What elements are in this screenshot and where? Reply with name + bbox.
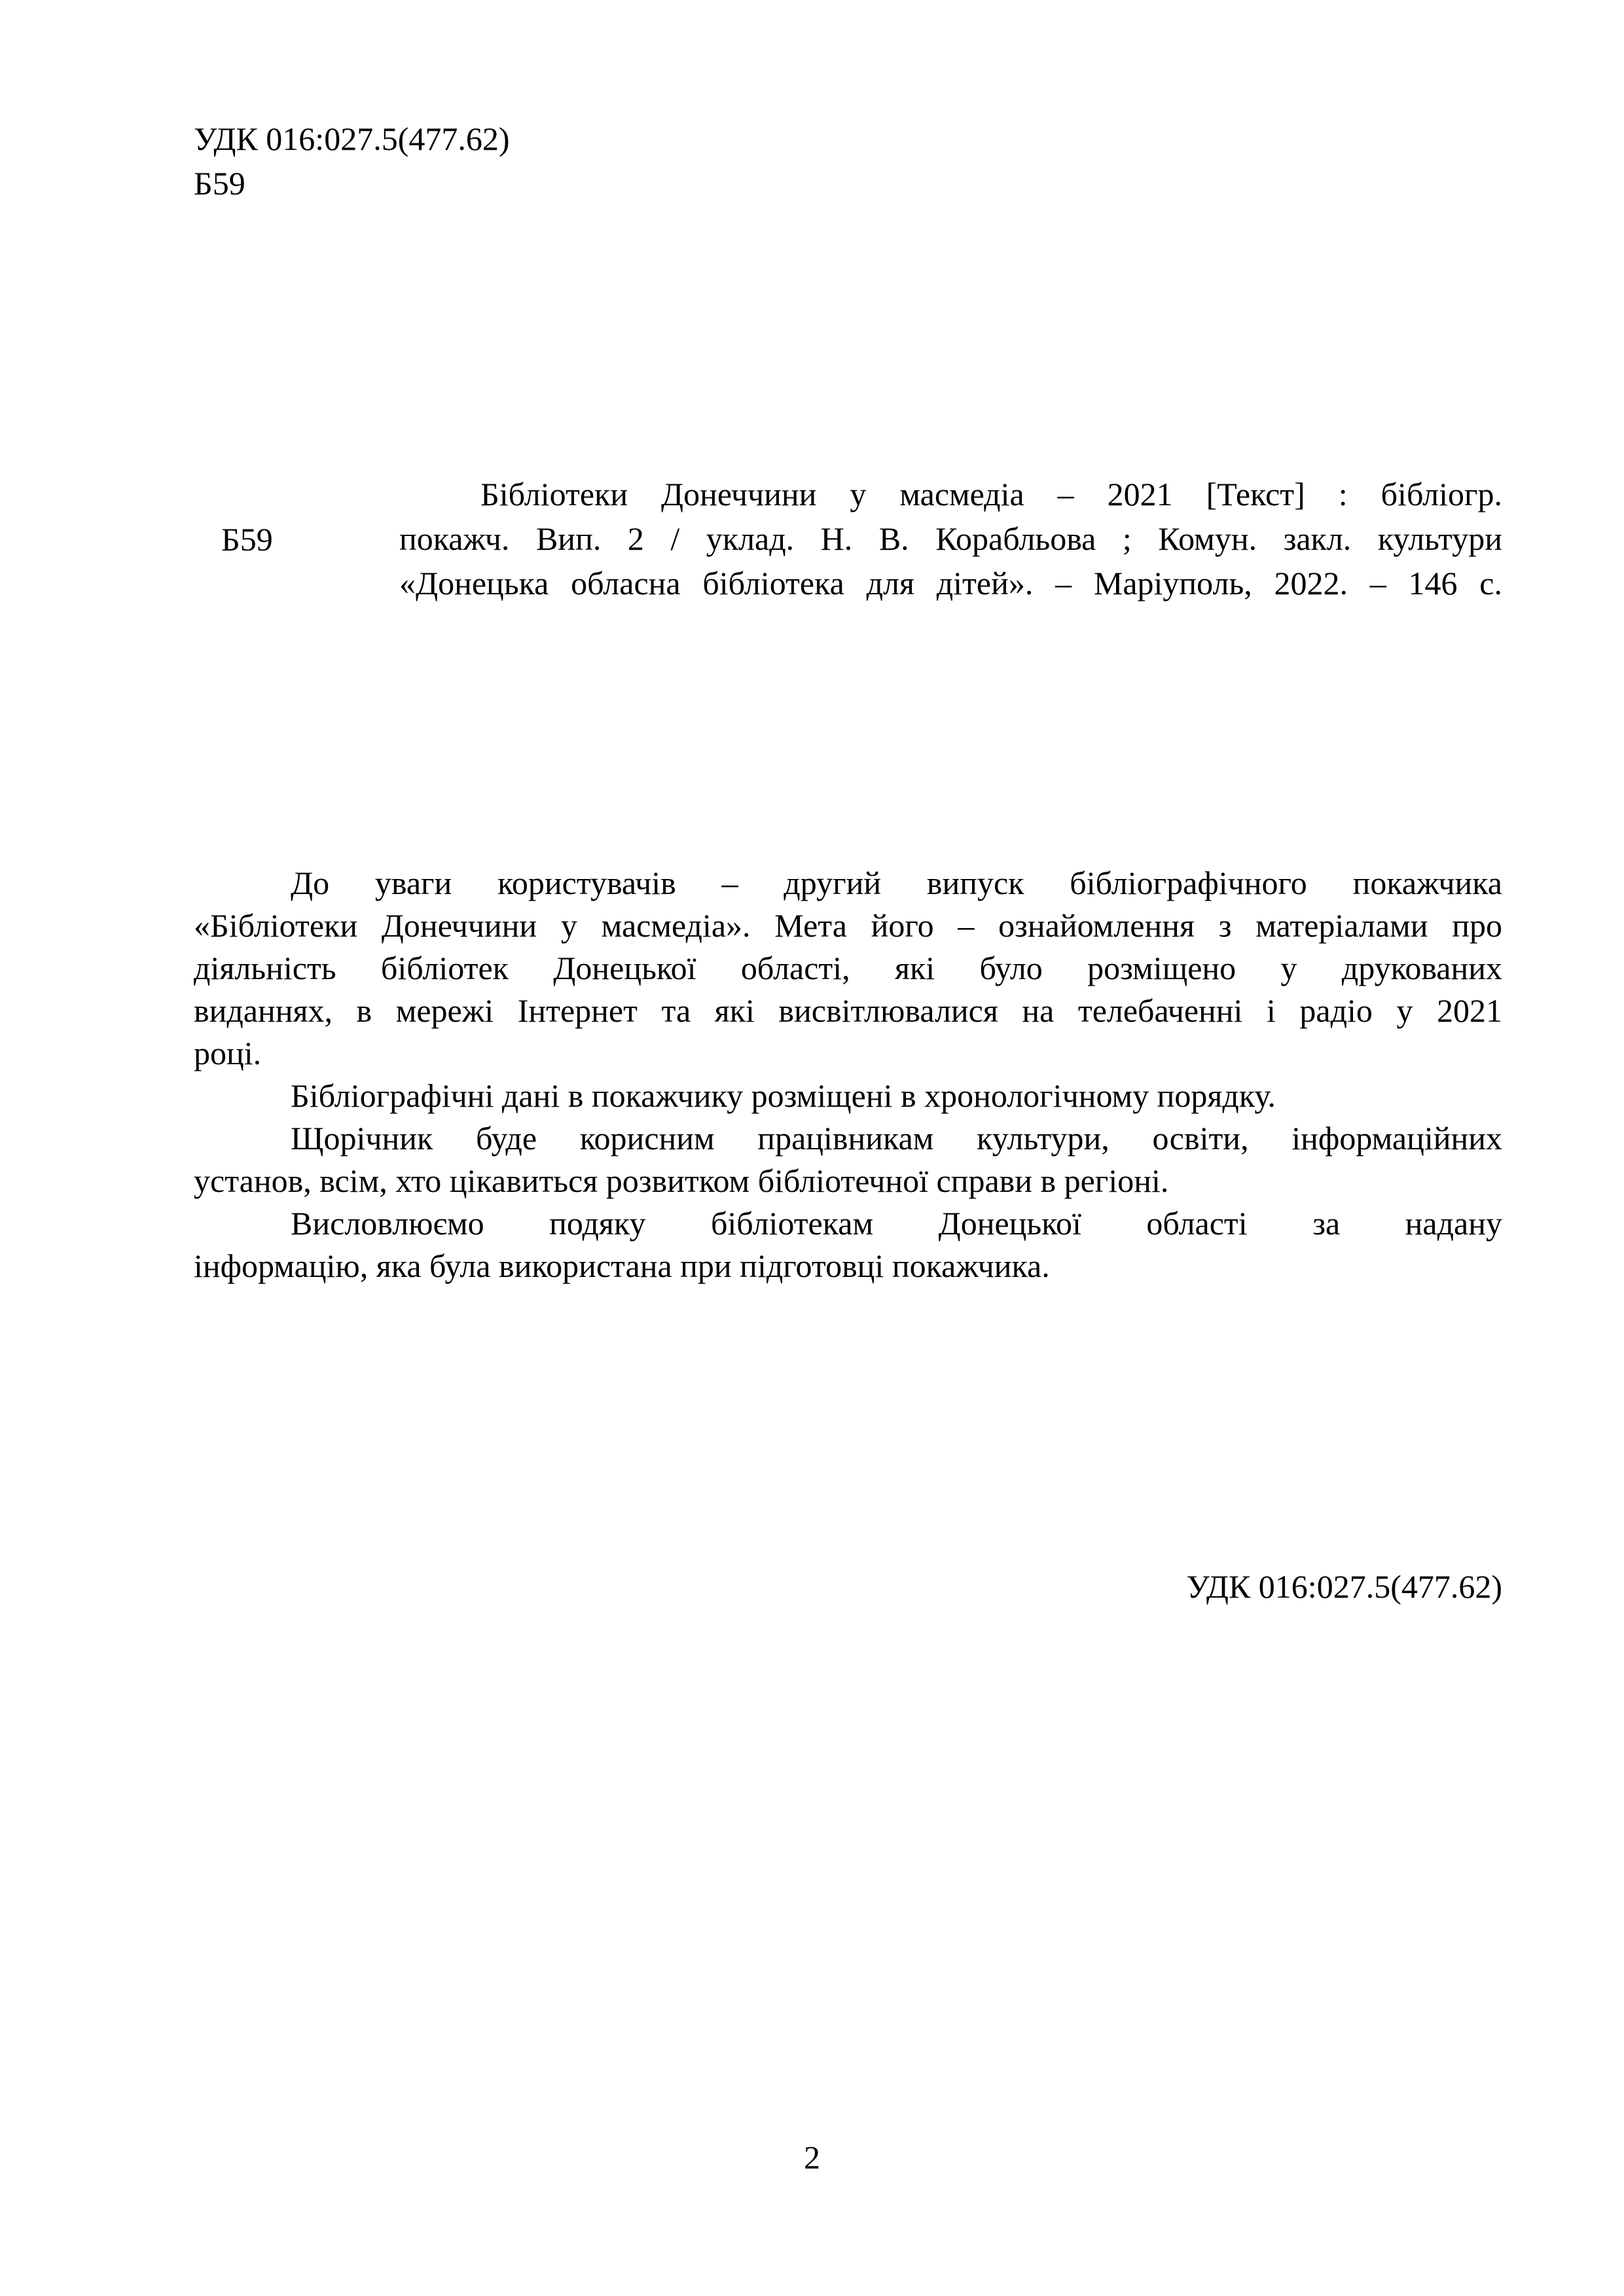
annotation-line: До уваги користувачів – другий випуск бібліографічного покажчика xyxy=(291,865,1502,901)
description-line: покажч. Вип. 2 / уклад. Н. В. Корабльова ; Комун. закл. культури xyxy=(399,520,1502,557)
annotation-line: виданнях, в мережі Інтернет та які висвітлювалися на телебаченні і радіо у 2021 xyxy=(194,992,1502,1029)
udk-header xyxy=(194,117,510,206)
annotation-line: інформацію, яка була використана при підготовці покажчика. xyxy=(194,1247,1050,1284)
annotation-line: році. xyxy=(194,1035,262,1071)
annotation-line: діяльність бібліотек Донецької області, які було розміщено у друкованих xyxy=(194,950,1502,986)
description-line: Бібліотеки Донеччини у масмедіа – 2021 [Текст] : бібліогр. xyxy=(480,476,1502,512)
annotation-line: Висловлюємо подяку бібліотекам Донецької області за надану xyxy=(291,1205,1502,1242)
bibliographic-description xyxy=(399,472,1502,605)
annotation-line: установ, всім, хто цікавиться розвитком бібліотечної справи в регіоні. xyxy=(194,1162,1169,1199)
udk-footer: УДК 016:027.5(477.62) xyxy=(1186,1568,1502,1605)
author-sign: Б59 xyxy=(194,165,245,202)
description-line: «Донецька обласна бібліотека для дітей». – Маріуполь, 2022. – 146 с. xyxy=(399,565,1502,601)
annotation-line: Бібліографічні дані в покажчику розміщені в хронологічному порядку. xyxy=(291,1077,1276,1114)
annotation xyxy=(194,862,1502,1287)
annotation-line: «Бібліотеки Донеччини у масмедіа». Мета його – ознайомлення з матеріалами про xyxy=(194,907,1502,944)
catalog-code: Б59 xyxy=(221,521,273,558)
annotation-line: Щорічник буде корисним працівникам культури, освіти, інформаційних xyxy=(291,1120,1502,1157)
udk-code: УДК 016:027.5(477.62) xyxy=(194,120,510,157)
page-number: 2 xyxy=(804,2139,820,2176)
